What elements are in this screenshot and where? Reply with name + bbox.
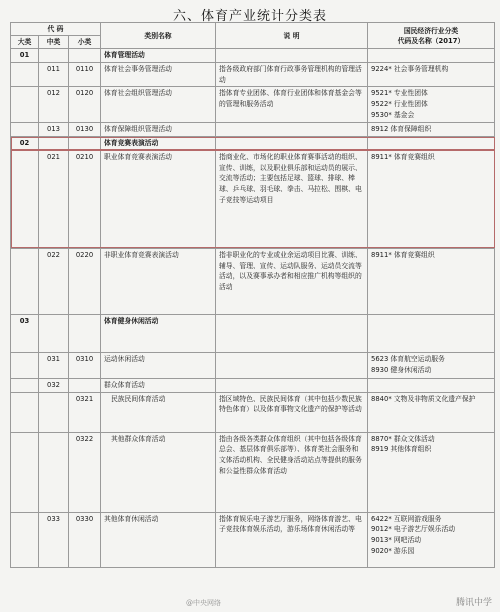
cell-industry-code <box>368 49 495 63</box>
cell-major: 03 <box>11 314 39 352</box>
cell-major <box>11 392 39 432</box>
cell-category-name: 体育社会组织管理活动 <box>101 87 216 123</box>
cell-category-name: 体育保障组织管理活动 <box>101 123 216 137</box>
cell-medium <box>39 49 69 63</box>
cell-major <box>11 512 39 567</box>
cell-major <box>11 378 39 392</box>
cell-industry-code <box>368 137 495 151</box>
table-row <box>11 432 495 512</box>
cell-major <box>11 150 39 248</box>
cell-minor <box>69 378 101 392</box>
cell-major <box>11 248 39 314</box>
cell-description <box>216 352 368 378</box>
table-body <box>11 49 495 568</box>
cell-category-name: 职业体育竞赛表演活动 <box>101 150 216 248</box>
cell-description <box>216 123 368 137</box>
cell-major <box>11 87 39 123</box>
table-row <box>11 392 495 432</box>
header-industry-line2: 代码及名称（2017） <box>397 36 465 45</box>
cell-description <box>216 49 368 63</box>
cell-industry-code: 8911* 体育竞赛组织 <box>368 248 495 314</box>
cell-minor: 0321 <box>69 392 101 432</box>
table-row <box>11 314 495 352</box>
table-row <box>11 123 495 137</box>
table-row <box>11 512 495 567</box>
cell-category-name: 非职业体育竞赛表演活动 <box>101 248 216 314</box>
cell-industry-code: 9521* 专业性团体 9522* 行业性团体 9530* 基金会 <box>368 87 495 123</box>
cell-description: 指各级政府部门体育行政事务管理机构的管理活动 <box>216 63 368 87</box>
cell-industry-code: 8911* 体育竞赛组织 <box>368 150 495 248</box>
cell-major: 02 <box>11 137 39 151</box>
cell-description <box>216 137 368 151</box>
table-row <box>11 137 495 151</box>
cell-description: 指区域特色、民族民间体育（其中包括少数民族特色体育）以及体育事物文化遗产的保护等活动 <box>216 392 368 432</box>
cell-medium: 021 <box>39 150 69 248</box>
cell-category-name: 体育社会事务管理活动 <box>101 63 216 87</box>
page-title: 六、体育产业统计分类表 <box>172 9 327 24</box>
cell-industry-code: 6422* 互联网游戏服务 9012* 电子游艺厅娱乐活动 9013* 网吧活动 9020* 游乐园 <box>368 512 495 567</box>
cell-minor: 0210 <box>69 150 101 248</box>
cell-minor: 0220 <box>69 248 101 314</box>
cell-medium: 032 <box>39 378 69 392</box>
cell-minor: 0110 <box>69 63 101 87</box>
cell-industry-code <box>368 314 495 352</box>
cell-category-name: 其他群众体育活动 <box>101 432 216 512</box>
watermark: 腾讯中学 <box>455 598 492 608</box>
cell-major: 01 <box>11 49 39 63</box>
cell-major <box>11 63 39 87</box>
header-description: 说 明 <box>216 23 368 49</box>
cell-industry-code: 8912 体育保障组织 <box>368 123 495 137</box>
cell-minor: 0322 <box>69 432 101 512</box>
cell-description: 指体育娱乐电子游艺厅服务，网络体育游艺、电子竞技体育娱乐活动，游乐场体育休闲活动等 <box>216 512 368 567</box>
cell-minor: 0330 <box>69 512 101 567</box>
table-row <box>11 63 495 87</box>
header-category-name: 类别名称 <box>101 23 216 49</box>
cell-medium <box>39 392 69 432</box>
cell-industry-code <box>368 378 495 392</box>
cell-major <box>11 352 39 378</box>
cell-category-name: 体育竞赛表演活动 <box>101 137 216 151</box>
table-row <box>11 49 495 63</box>
table-row <box>11 87 495 123</box>
cell-medium: 012 <box>39 87 69 123</box>
cell-industry-code: 8870* 群众文体活动 8919 其他体育组织 <box>368 432 495 512</box>
table-row <box>11 150 495 248</box>
cell-category-name: 民族民间体育活动 <box>101 392 216 432</box>
cell-description <box>216 314 368 352</box>
cell-industry-code: 9224* 社会事务管理机构 <box>368 63 495 87</box>
watermark-left: @中央网络 <box>186 599 221 607</box>
cell-industry-code: 8840* 文物及非物质文化遗产保护 <box>368 392 495 432</box>
header-code: 代 码 <box>11 23 101 36</box>
cell-minor: 0310 <box>69 352 101 378</box>
cell-description: 指体育专业团体、体育行业团体和体育基金会等的管理和服务活动 <box>216 87 368 123</box>
cell-minor <box>69 49 101 63</box>
cell-medium: 033 <box>39 512 69 567</box>
header-industry-line1: 国民经济行业分类 <box>403 26 459 35</box>
cell-minor: 0120 <box>69 87 101 123</box>
cell-minor <box>69 314 101 352</box>
cell-medium: 022 <box>39 248 69 314</box>
cell-description: 指由各级各类群众体育组织（其中包括各级体育总会、基层体育俱乐部等）、体育类社会服务和文体活动机构、全民健身活动站点等提供的服务和公益性群众体育活动 <box>216 432 368 512</box>
header-medium: 中类 <box>39 36 69 49</box>
cell-medium <box>39 137 69 151</box>
cell-category-name: 群众体育活动 <box>101 378 216 392</box>
cell-category-name: 其他体育休闲活动 <box>101 512 216 567</box>
cell-category-name: 体育管理活动 <box>101 49 216 63</box>
cell-industry-code: 5623 体育航空运动服务 8930 健身休闲活动 <box>368 352 495 378</box>
classification-table <box>10 22 495 568</box>
header-minor: 小类 <box>69 36 101 49</box>
cell-medium <box>39 432 69 512</box>
header-major: 大类 <box>11 36 39 49</box>
cell-description <box>216 378 368 392</box>
cell-medium: 011 <box>39 63 69 87</box>
cell-description: 指非职业化的专业或业余运动项目比赛、训练、辅导、管理、宣传、运动队服务、运动员交流等活动，以及赛事承办者和相应推广机构等组织的活动 <box>216 248 368 314</box>
cell-major <box>11 123 39 137</box>
header-row-1 <box>11 23 495 36</box>
cell-medium <box>39 314 69 352</box>
cell-description: 指商业化、市场化的职业体育赛事活动的组织、宣传、训练，以及职业俱乐部和运动员的展示、交流等活动；主要包括足球、篮球、排球、棒球、乒乓球、羽毛球、拳击、马拉松、围棋、电子竞技等运动项目 <box>216 150 368 248</box>
header-industry-code <box>368 23 495 49</box>
table-row <box>11 378 495 392</box>
cell-major <box>11 432 39 512</box>
cell-minor: 0130 <box>69 123 101 137</box>
cell-medium: 013 <box>39 123 69 137</box>
cell-category-name: 体育健身休闲活动 <box>101 314 216 352</box>
cell-medium: 031 <box>39 352 69 378</box>
table-row <box>11 248 495 314</box>
cell-category-name: 运动休闲活动 <box>101 352 216 378</box>
cell-minor <box>69 137 101 151</box>
table-row <box>11 352 495 378</box>
